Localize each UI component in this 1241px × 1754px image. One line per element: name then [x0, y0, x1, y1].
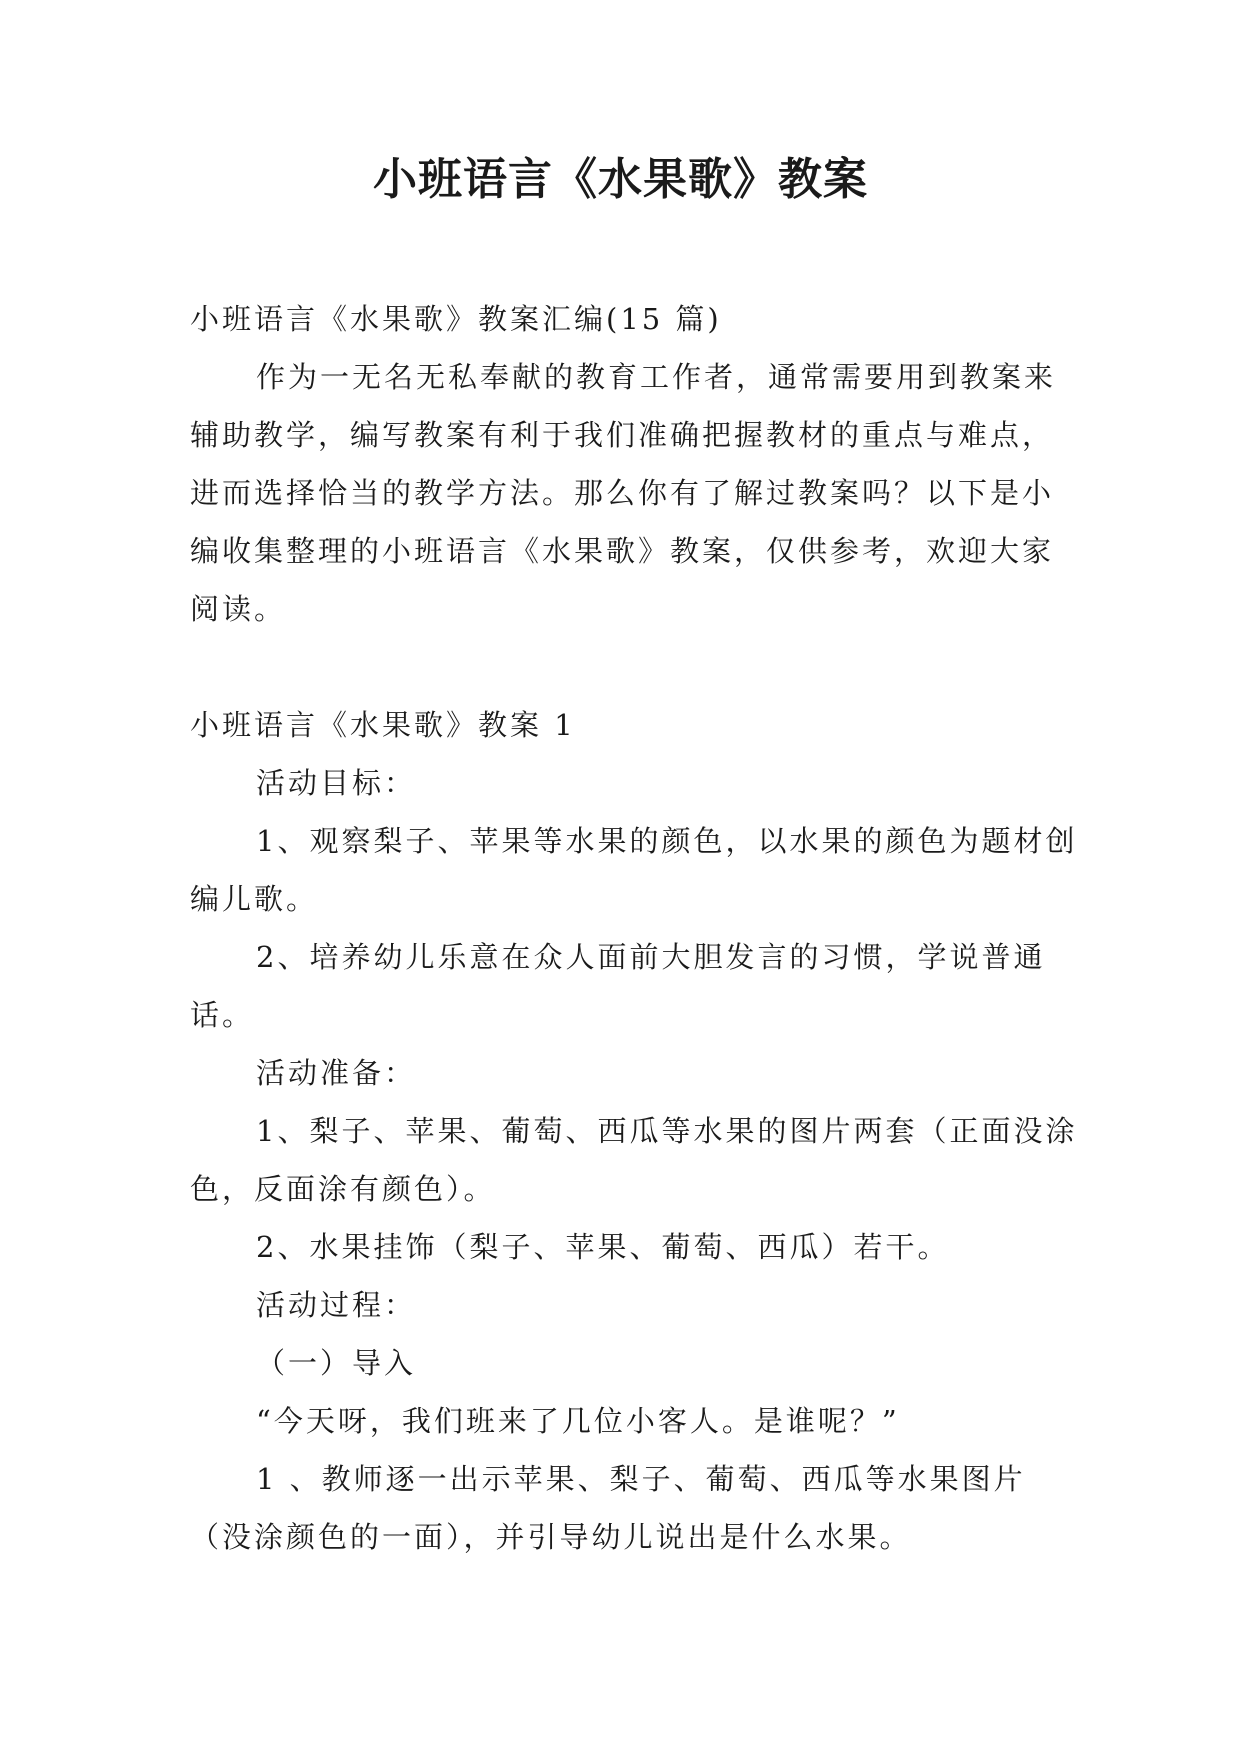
prep-1: 1、梨子、苹果、葡萄、西瓜等水果的图片两套（正面没涂色，反面涂有颜色）。: [190, 1114, 1078, 1206]
section-title: 小班语言《水果歌》教案 1: [190, 708, 576, 742]
step-1-item-1: 1 、教师逐一出示苹果、梨子、葡萄、西瓜等水果图片（没涂颜色的一面），并引导幼儿说出是什么水果。: [190, 1462, 1026, 1554]
prep-heading: 活动准备：: [256, 1056, 417, 1090]
document-title: 小班语言《水果歌》教案: [373, 154, 868, 205]
intro-paragraph: 作为一无名无私奉献的教育工作者，通常需要用到教案来辅助教学，编写教案有利于我们准确把握教材的重点与难点，进而选择恰当的教学方法。那么你有了解过教案吗？以下是小编收集整理的小班语言《水果歌》教案，仅供参考，欢迎大家阅读。: [190, 360, 1057, 626]
prep-2: 2、水果挂饰（梨子、苹果、葡萄、西瓜）若干。: [256, 1230, 950, 1264]
process-heading: 活动过程：: [256, 1288, 417, 1322]
goal-2: 2、培养幼儿乐意在众人面前大胆发言的习惯，学说普通话。: [190, 940, 1046, 1032]
document-subtitle: 小班语言《水果歌》教案汇编(15 篇): [190, 302, 722, 336]
goals-heading: 活动目标：: [256, 766, 417, 800]
section-gap: [190, 638, 1080, 696]
quote-paragraph: “今天呀，我们班来了几位小客人。是谁呢？”: [256, 1404, 900, 1438]
document-body: [190, 290, 1080, 1566]
step-1-heading: （一）导入: [256, 1346, 417, 1380]
goal-1: 1、观察梨子、苹果等水果的颜色，以水果的颜色为题材创编儿歌。: [190, 824, 1078, 916]
